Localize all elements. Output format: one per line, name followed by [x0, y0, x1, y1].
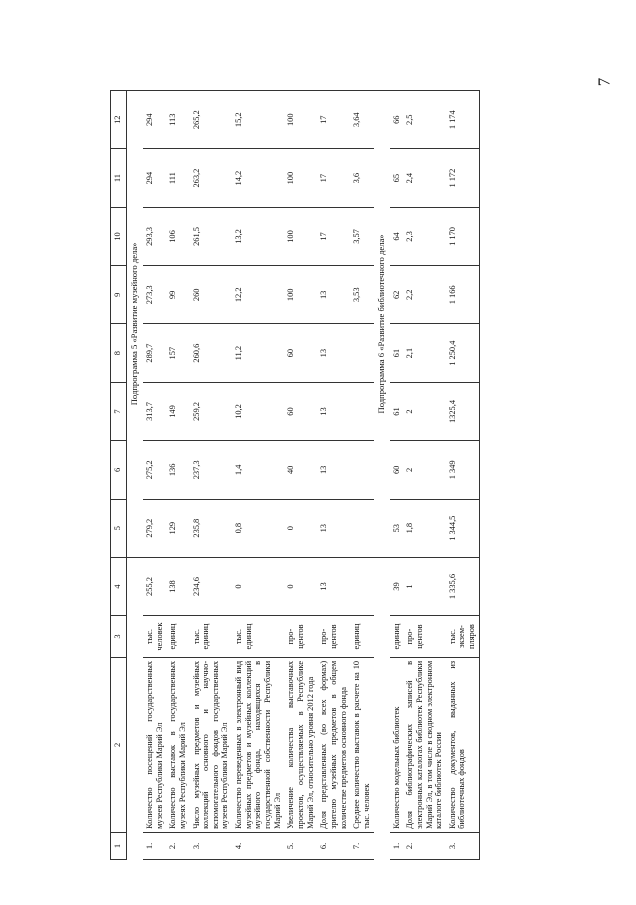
- value-cell: 13,2: [232, 207, 284, 265]
- col-num-4: 4: [111, 557, 127, 615]
- indicator-name: Доля библиографических записей в электронных каталогах библиотек Республики Марий Эл, в том числе в сводном электронном каталоге библиотек России: [403, 657, 446, 832]
- indicator-name: Количество посещений государственных музеев Республики Марий Эл: [143, 657, 166, 832]
- table-body: [127, 91, 480, 860]
- value-cell: 61: [390, 324, 404, 382]
- value-cell: 17: [317, 207, 350, 265]
- subprogram6-row: [374, 91, 390, 860]
- row-number: 1.: [143, 832, 166, 859]
- value-cell: 100: [284, 149, 317, 207]
- value-cell: 0: [284, 499, 317, 557]
- value-cell: 294: [143, 91, 166, 149]
- value-cell: 136: [166, 441, 189, 499]
- table-row: [143, 91, 166, 860]
- value-cell: 3,6: [350, 149, 373, 207]
- value-cell: 1 344,5: [446, 499, 479, 557]
- col-num-5: 5: [111, 499, 127, 557]
- table-row: [403, 91, 446, 860]
- unit-cell: тыс. единиц: [190, 616, 233, 658]
- value-cell: 3,53: [350, 266, 373, 324]
- value-cell: [350, 382, 373, 440]
- indicator-name: Увеличение количества выставочных проектов, осуществляемых в Республике Марий Эл, относительно уровня 2012 года: [284, 657, 317, 832]
- value-cell: 100: [284, 91, 317, 149]
- value-cell: 12,2: [232, 266, 284, 324]
- value-cell: 61: [390, 382, 404, 440]
- unit-cell: тыс. экзем-пляров: [446, 616, 479, 658]
- indicator-name: Количество документов, выданных из библиотечных фондов: [446, 657, 479, 832]
- value-cell: [350, 499, 373, 557]
- value-cell: 234,6: [190, 557, 233, 615]
- indicator-name: Количество модельных библиотек: [390, 657, 404, 832]
- value-cell: 0: [284, 557, 317, 615]
- table-row: [390, 91, 404, 860]
- value-cell: 235,8: [190, 499, 233, 557]
- value-cell: 1: [403, 557, 446, 615]
- rotated-table-wrapper: [110, 90, 590, 860]
- value-cell: 1 349: [446, 441, 479, 499]
- value-cell: 273,3: [143, 266, 166, 324]
- value-cell: 1 172: [446, 149, 479, 207]
- value-cell: 106: [166, 207, 189, 265]
- subprogram6-title: Подпрограмма 6 «Развитие библиотечного дела»: [374, 91, 390, 558]
- col-num-1: 1: [111, 832, 127, 859]
- unit-cell: тыс. единиц: [232, 616, 284, 658]
- value-cell: 275,2: [143, 441, 166, 499]
- column-number-row: [111, 91, 127, 860]
- value-cell: 13: [317, 441, 350, 499]
- value-cell: 10,2: [232, 382, 284, 440]
- value-cell: 65: [390, 149, 404, 207]
- value-cell: [350, 324, 373, 382]
- value-cell: [350, 557, 373, 615]
- value-cell: 3,57: [350, 207, 373, 265]
- value-cell: 14,2: [232, 149, 284, 207]
- value-cell: 39: [390, 557, 404, 615]
- value-cell: 260,6: [190, 324, 233, 382]
- value-cell: 260: [190, 266, 233, 324]
- col-num-8: 8: [111, 324, 127, 382]
- value-cell: 1,8: [403, 499, 446, 557]
- value-cell: 1 166: [446, 266, 479, 324]
- page-number: 7: [594, 77, 614, 87]
- unit-cell: единиц: [350, 616, 373, 658]
- value-cell: 13: [317, 266, 350, 324]
- indicator-table: [110, 90, 480, 860]
- value-cell: 1 250,4: [446, 324, 479, 382]
- row-number: 2.: [166, 832, 189, 859]
- col-num-12: 12: [111, 91, 127, 149]
- value-cell: 100: [284, 266, 317, 324]
- indicator-name: Число музейных предметов и музейных коллекций основного и научно-вспомогательного фондов государственных музеев Республики Марий Эл: [190, 657, 233, 832]
- unit-cell: единиц: [166, 616, 189, 658]
- indicator-name: Среднее количество выставок в расчете на 10 тыс. человек: [350, 657, 373, 832]
- col-num-10: 10: [111, 207, 127, 265]
- value-cell: 294: [143, 149, 166, 207]
- value-cell: 2: [403, 382, 446, 440]
- value-cell: 66: [390, 91, 404, 149]
- subprogram5-title: Подпрограмма 5 «Развитие музейного дела»: [127, 91, 143, 558]
- value-cell: 313,7: [143, 382, 166, 440]
- col-num-2: 2: [111, 657, 127, 832]
- value-cell: 60: [284, 324, 317, 382]
- row-number: 4.: [232, 832, 284, 859]
- value-cell: 1 174: [446, 91, 479, 149]
- table-row: [190, 91, 233, 860]
- value-cell: 13: [317, 382, 350, 440]
- value-cell: 2,3: [403, 207, 446, 265]
- value-cell: 53: [390, 499, 404, 557]
- value-cell: 2: [403, 441, 446, 499]
- col-num-11: 11: [111, 149, 127, 207]
- value-cell: 99: [166, 266, 189, 324]
- value-cell: 289,7: [143, 324, 166, 382]
- value-cell: 60: [284, 382, 317, 440]
- col-num-9: 9: [111, 266, 127, 324]
- table-row: [317, 91, 350, 860]
- value-cell: 259,2: [190, 382, 233, 440]
- value-cell: 111: [166, 149, 189, 207]
- value-cell: 263,2: [190, 149, 233, 207]
- value-cell: [350, 441, 373, 499]
- value-cell: 3,64: [350, 91, 373, 149]
- col-num-7: 7: [111, 382, 127, 440]
- value-cell: 13: [317, 557, 350, 615]
- value-cell: 17: [317, 149, 350, 207]
- row-number: 2.: [403, 832, 446, 859]
- value-cell: 2,2: [403, 266, 446, 324]
- indicator-name: Количество выставок в государственных музеях Республики Марий Эл: [166, 657, 189, 832]
- value-cell: 2,1: [403, 324, 446, 382]
- col-num-6: 6: [111, 441, 127, 499]
- value-cell: 1 335,6: [446, 557, 479, 615]
- value-cell: 64: [390, 207, 404, 265]
- value-cell: 100: [284, 207, 317, 265]
- value-cell: 149: [166, 382, 189, 440]
- value-cell: 0: [232, 557, 284, 615]
- value-cell: 157: [166, 324, 189, 382]
- value-cell: 1,4: [232, 441, 284, 499]
- value-cell: 62: [390, 266, 404, 324]
- unit-cell: единиц: [390, 616, 404, 658]
- value-cell: 1325,4: [446, 382, 479, 440]
- value-cell: 255,2: [143, 557, 166, 615]
- value-cell: 138: [166, 557, 189, 615]
- table-row: [232, 91, 284, 860]
- value-cell: 279,2: [143, 499, 166, 557]
- value-cell: 13: [317, 499, 350, 557]
- unit-cell: тыс. человек: [143, 616, 166, 658]
- row-number: 1.: [390, 832, 404, 859]
- col-num-3: 3: [111, 616, 127, 658]
- indicator-name: Количество переведенных в электронный вид музейных предметов и музейных коллекций музейного фонда, находящихся в государственной собственности Республики Марий Эл: [232, 657, 284, 832]
- indicator-name: Доля представленных (во всех формах) зрителю музейных предметов в общем количестве предметов основного фонда: [317, 657, 350, 832]
- value-cell: 237,3: [190, 441, 233, 499]
- value-cell: 2,5: [403, 91, 446, 149]
- subprogram5-row: [127, 91, 143, 860]
- value-cell: 265,2: [190, 91, 233, 149]
- row-number: 7.: [350, 832, 373, 859]
- table-row: [446, 91, 479, 860]
- unit-cell: про-центов: [317, 616, 350, 658]
- value-cell: 113: [166, 91, 189, 149]
- value-cell: 261,5: [190, 207, 233, 265]
- value-cell: 1 170: [446, 207, 479, 265]
- value-cell: 13: [317, 324, 350, 382]
- unit-cell: про-центов: [403, 616, 446, 658]
- value-cell: 15,2: [232, 91, 284, 149]
- table-row: [166, 91, 189, 860]
- table-row: [350, 91, 373, 860]
- value-cell: 293,3: [143, 207, 166, 265]
- table-row: [284, 91, 317, 860]
- row-number: 3.: [446, 832, 479, 859]
- row-number: 5.: [284, 832, 317, 859]
- value-cell: 0,8: [232, 499, 284, 557]
- value-cell: 40: [284, 441, 317, 499]
- value-cell: 2,4: [403, 149, 446, 207]
- value-cell: 129: [166, 499, 189, 557]
- value-cell: 11,2: [232, 324, 284, 382]
- unit-cell: про-центов: [284, 616, 317, 658]
- row-number: 6.: [317, 832, 350, 859]
- value-cell: 17: [317, 91, 350, 149]
- row-number: 3.: [190, 832, 233, 859]
- value-cell: 60: [390, 441, 404, 499]
